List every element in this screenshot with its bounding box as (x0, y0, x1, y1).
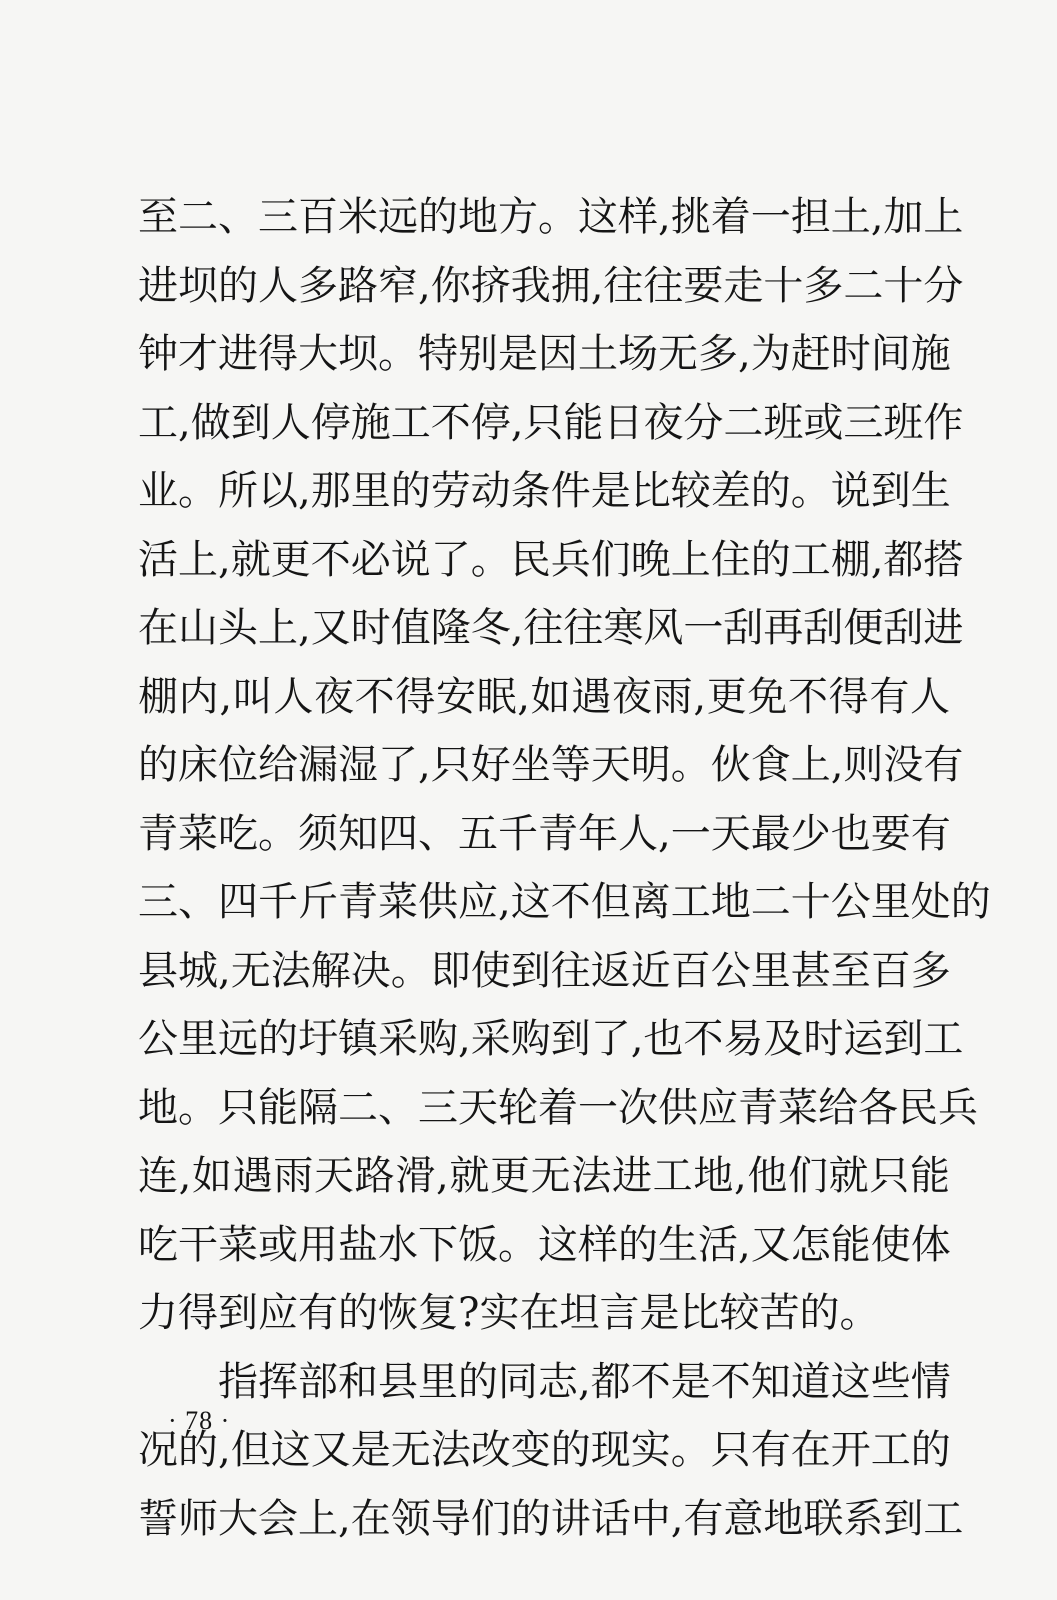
text-line-10: 青菜吃。须知四、五千青年人,一天最少也要有 (138, 810, 951, 857)
text-line-13: 公里远的圩镇采购,采购到了,也不易及时运到工 (138, 1016, 964, 1062)
text-line-1: 至二、三百米远的地方。这样,挑着一担土,加上 (138, 194, 964, 240)
text-line-16: 吃干菜或用盐水下饭。这样的生活,又怎能使体 (138, 1221, 951, 1268)
text-line-5: 业。所以,那里的劳动条件是比较差的。说到生 (138, 468, 951, 514)
text-line-8: 棚内,叫人夜不得安眠,如遇夜雨,更免不得有人 (138, 673, 950, 720)
text-line-18: 指挥部和县里的同志,都不是不知道这些情 (218, 1358, 951, 1405)
text-line-2: 进坝的人多路窄,你挤我拥,往往要走十多二十分 (138, 262, 964, 309)
text-line-7: 在山头上,又时值隆冬,往往寒风一刮再刮便刮进 (138, 605, 964, 651)
text-line-9: 的床位给漏湿了,只好坐等天明。伙食上,则没有 (138, 742, 964, 788)
text-line-19: 况的,但这又是无法改变的现实。只有在开工的 (138, 1427, 951, 1473)
text-line-17: 力得到应有的恢复?实在坦言是比较苦的。 (138, 1290, 880, 1336)
text-line-4: 工,做到人停施工不停,只能日夜分二班或三班作 (138, 399, 964, 446)
text-line-15: 连,如遇雨天路滑,就更无法进工地,他们就只能 (138, 1153, 950, 1199)
text-line-3: 钟才进得大坝。特别是因土场无多,为赶时间施 (138, 331, 951, 377)
text-line-14: 地。只能隔二、三天轮着一次供应青菜给各民兵 (138, 1084, 978, 1131)
text-line-20: 誓师大会上,在领导们的讲话中,有意地联系到工 (138, 1495, 964, 1542)
body-text (138, 183, 991, 1553)
text-line-12: 县城,无法解决。即使到往返近百公里甚至百多 (138, 947, 951, 994)
page-number: · 78 · (168, 1406, 231, 1435)
text-line-11: 三、四千斤青菜供应,这不但离工地二十公里处的 (138, 879, 991, 925)
text-line-6: 活上,就更不必说了。民兵们晚上住的工棚,都搭 (138, 536, 964, 583)
